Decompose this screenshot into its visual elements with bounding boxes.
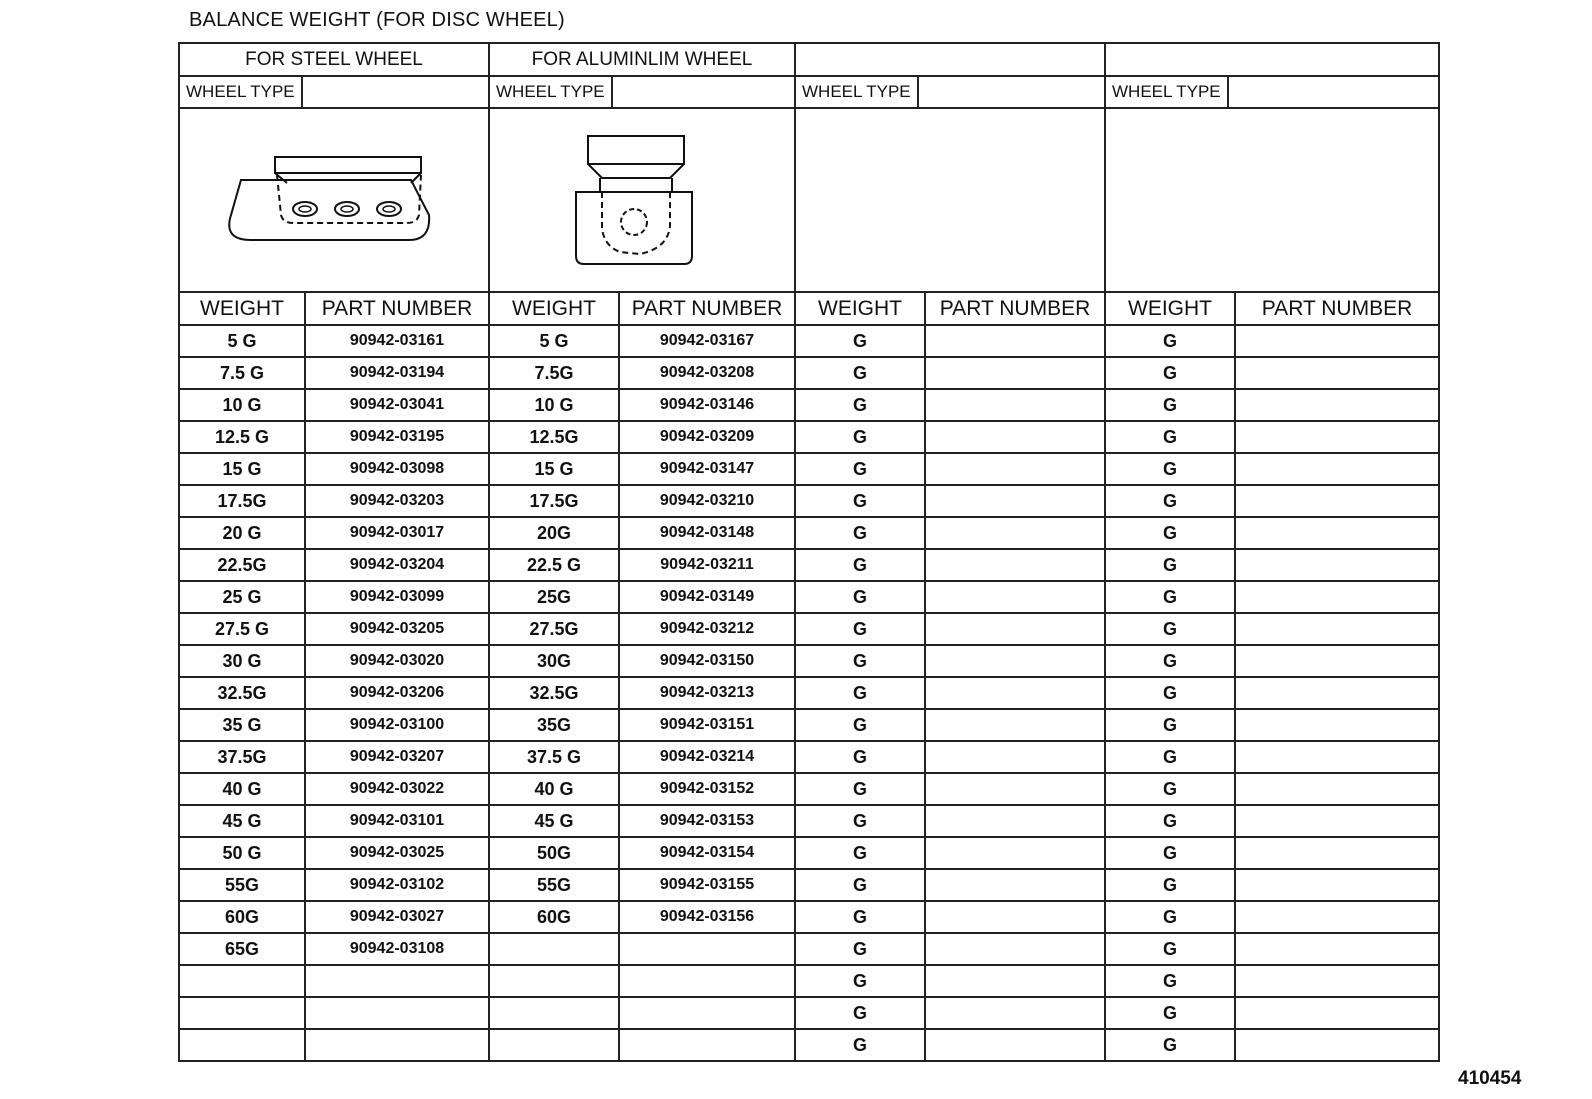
group3-weight-cell: G	[795, 645, 925, 677]
group4-part-number-cell	[1235, 773, 1439, 805]
aluminum-part-number-cell: 90942-03212	[619, 613, 795, 645]
group4-part-number-cell	[1235, 421, 1439, 453]
aluminum-part-number-cell: 90942-03214	[619, 741, 795, 773]
steel-weight-cell: 45 G	[179, 805, 305, 837]
group3-part-number-cell	[925, 901, 1105, 933]
group3-weight-cell: G	[795, 805, 925, 837]
aluminum-weight-cell	[489, 1029, 619, 1061]
group4-part-number-cell	[1235, 581, 1439, 613]
group3-weight-cell: G	[795, 613, 925, 645]
steel-part-number-cell: 90942-03108	[305, 933, 489, 965]
wheel-type-value	[303, 77, 488, 107]
steel-part-number-cell: 90942-03207	[305, 741, 489, 773]
group4-weight-cell: G	[1105, 453, 1235, 485]
table-row	[179, 933, 1439, 965]
group4-weight-cell: G	[1105, 837, 1235, 869]
aluminum-weight-cell	[489, 997, 619, 1029]
group3-weight-cell: G	[795, 997, 925, 1029]
group3-part-number-cell	[925, 997, 1105, 1029]
steel-weight-cell: 27.5 G	[179, 613, 305, 645]
group4-part-number-cell	[1235, 517, 1439, 549]
steel-wheel-heading: FOR STEEL WHEEL	[179, 43, 489, 76]
steel-weight-cell: 37.5G	[179, 741, 305, 773]
group4-part-number-cell	[1235, 741, 1439, 773]
group4-part-number-cell	[1235, 869, 1439, 901]
aluminum-weight-cell: 60G	[489, 901, 619, 933]
group4-weight-cell: G	[1105, 901, 1235, 933]
steel-part-number-cell: 90942-03195	[305, 421, 489, 453]
table-row	[179, 613, 1439, 645]
steel-part-number-cell: 90942-03017	[305, 517, 489, 549]
aluminum-weight-cell: 27.5G	[489, 613, 619, 645]
group3-weight-cell: G	[795, 869, 925, 901]
group3-part-number-cell	[925, 773, 1105, 805]
group4-part-number-cell	[1235, 1029, 1439, 1061]
steel-part-number-cell: 90942-03020	[305, 645, 489, 677]
steel-part-number-cell: 90942-03098	[305, 453, 489, 485]
steel-weight-cell: 20 G	[179, 517, 305, 549]
group3-part-number-cell	[925, 741, 1105, 773]
aluminum-part-number-cell: 90942-03150	[619, 645, 795, 677]
group4-part-number-cell	[1235, 965, 1439, 997]
steel-weight-cell: 55G	[179, 869, 305, 901]
aluminum-part-number-cell: 90942-03213	[619, 677, 795, 709]
aluminum-weight-cell: 37.5 G	[489, 741, 619, 773]
steel-weight-cell: 35 G	[179, 709, 305, 741]
group4-part-number-cell	[1235, 805, 1439, 837]
aluminum-part-number-cell: 90942-03149	[619, 581, 795, 613]
group3-weight-header: WEIGHT	[795, 292, 925, 325]
group3-part-number-header: PART NUMBER	[925, 292, 1105, 325]
aluminum-weight-cell: 20G	[489, 517, 619, 549]
group3-part-number-cell	[925, 965, 1105, 997]
aluminum-part-number-cell: 90942-03167	[619, 325, 795, 357]
group3-part-number-cell	[925, 805, 1105, 837]
group3-weight-cell: G	[795, 389, 925, 421]
group3-heading	[795, 43, 1105, 76]
group4-wheel-type-cell	[1105, 76, 1439, 108]
group3-weight-cell: G	[795, 453, 925, 485]
group4-part-number-cell	[1235, 389, 1439, 421]
aluminum-weight-cell	[489, 933, 619, 965]
group3-weight-cell: G	[795, 677, 925, 709]
steel-part-number-cell: 90942-03161	[305, 325, 489, 357]
group3-weight-cell: G	[795, 741, 925, 773]
group3-weight-cell: G	[795, 773, 925, 805]
aluminum-wheel-type-cell	[489, 76, 795, 108]
aluminum-balance-weight-drawing	[572, 130, 712, 270]
wheel-type-label: WHEEL TYPE	[796, 77, 919, 107]
steel-part-number-cell	[305, 997, 489, 1029]
group3-part-number-cell	[925, 869, 1105, 901]
aluminum-weight-header: WEIGHT	[489, 292, 619, 325]
steel-part-number-cell: 90942-03102	[305, 869, 489, 901]
group4-weight-cell: G	[1105, 677, 1235, 709]
aluminum-part-number-cell: 90942-03152	[619, 773, 795, 805]
group4-part-number-header: PART NUMBER	[1235, 292, 1439, 325]
group3-weight-cell: G	[795, 1029, 925, 1061]
steel-part-number-cell: 90942-03027	[305, 901, 489, 933]
steel-weight-cell: 10 G	[179, 389, 305, 421]
table-row	[179, 357, 1439, 389]
group4-part-number-cell	[1235, 613, 1439, 645]
group4-weight-cell: G	[1105, 517, 1235, 549]
group4-weight-header: WEIGHT	[1105, 292, 1235, 325]
aluminum-weight-cell: 35G	[489, 709, 619, 741]
steel-part-number-cell: 90942-03099	[305, 581, 489, 613]
group4-weight-cell: G	[1105, 709, 1235, 741]
aluminum-weight-cell: 15 G	[489, 453, 619, 485]
group3-weight-cell: G	[795, 581, 925, 613]
aluminum-part-number-cell: 90942-03148	[619, 517, 795, 549]
table-row	[179, 869, 1439, 901]
group4-part-number-cell	[1235, 549, 1439, 581]
group4-part-number-cell	[1235, 901, 1439, 933]
steel-part-number-cell: 90942-03206	[305, 677, 489, 709]
group4-weight-cell: G	[1105, 549, 1235, 581]
group4-weight-cell: G	[1105, 965, 1235, 997]
document-number: 410454	[1458, 1068, 1522, 1089]
aluminum-weight-cell: 30G	[489, 645, 619, 677]
steel-part-number-cell: 90942-03194	[305, 357, 489, 389]
group4-part-number-cell	[1235, 645, 1439, 677]
aluminum-part-number-cell: 90942-03146	[619, 389, 795, 421]
group4-part-number-cell	[1235, 453, 1439, 485]
table-row	[179, 837, 1439, 869]
aluminum-weight-cell: 12.5G	[489, 421, 619, 453]
group4-weight-cell: G	[1105, 933, 1235, 965]
group3-part-number-cell	[925, 837, 1105, 869]
wheel-type-value	[613, 77, 794, 107]
group4-part-number-cell	[1235, 837, 1439, 869]
group4-part-number-cell	[1235, 325, 1439, 357]
group3-part-number-cell	[925, 421, 1105, 453]
aluminum-weight-cell	[489, 965, 619, 997]
aluminum-part-number-cell: 90942-03153	[619, 805, 795, 837]
aluminum-part-number-cell: 90942-03147	[619, 453, 795, 485]
steel-weight-drawing-cell	[179, 108, 489, 292]
group3-part-number-cell	[925, 933, 1105, 965]
aluminum-weight-cell: 32.5G	[489, 677, 619, 709]
group3-wheel-type-cell	[795, 76, 1105, 108]
group3-weight-cell: G	[795, 421, 925, 453]
steel-weight-cell: 50 G	[179, 837, 305, 869]
table-row	[179, 901, 1439, 933]
group3-part-number-cell	[925, 357, 1105, 389]
group4-weight-cell: G	[1105, 485, 1235, 517]
group4-part-number-cell	[1235, 709, 1439, 741]
group4-weight-cell: G	[1105, 997, 1235, 1029]
group3-part-number-cell	[925, 1029, 1105, 1061]
group3-weight-cell: G	[795, 485, 925, 517]
aluminum-part-number-cell: 90942-03209	[619, 421, 795, 453]
group4-drawing-cell	[1105, 108, 1439, 292]
group3-part-number-cell	[925, 613, 1105, 645]
group3-part-number-cell	[925, 389, 1105, 421]
steel-part-number-cell	[305, 965, 489, 997]
table-body	[179, 325, 1439, 1061]
table-row	[179, 549, 1439, 581]
steel-weight-cell: 15 G	[179, 453, 305, 485]
table-row	[179, 485, 1439, 517]
group4-weight-cell: G	[1105, 773, 1235, 805]
steel-part-number-cell: 90942-03205	[305, 613, 489, 645]
group4-weight-cell: G	[1105, 1029, 1235, 1061]
aluminum-part-number-cell: 90942-03211	[619, 549, 795, 581]
table-row	[179, 741, 1439, 773]
table-row	[179, 645, 1439, 677]
steel-weight-cell	[179, 1029, 305, 1061]
group4-weight-cell: G	[1105, 805, 1235, 837]
group3-weight-cell: G	[795, 325, 925, 357]
table-row	[179, 421, 1439, 453]
group4-weight-cell: G	[1105, 581, 1235, 613]
group4-weight-cell: G	[1105, 645, 1235, 677]
steel-weight-cell: 32.5G	[179, 677, 305, 709]
table-row	[179, 805, 1439, 837]
group4-part-number-cell	[1235, 997, 1439, 1029]
table-row	[179, 997, 1439, 1029]
aluminum-weight-cell: 22.5 G	[489, 549, 619, 581]
group4-part-number-cell	[1235, 933, 1439, 965]
steel-balance-weight-drawing	[219, 145, 449, 255]
group3-weight-cell: G	[795, 837, 925, 869]
aluminum-part-number-cell: 90942-03210	[619, 485, 795, 517]
group4-weight-cell: G	[1105, 389, 1235, 421]
aluminum-weight-drawing-cell	[489, 108, 795, 292]
steel-part-number-cell: 90942-03101	[305, 805, 489, 837]
table-row	[179, 517, 1439, 549]
group3-weight-cell: G	[795, 901, 925, 933]
page-title: BALANCE WEIGHT (FOR DISC WHEEL)	[189, 9, 565, 31]
steel-part-number-cell: 90942-03203	[305, 485, 489, 517]
group3-weight-cell: G	[795, 517, 925, 549]
group3-part-number-cell	[925, 549, 1105, 581]
steel-weight-cell: 5 G	[179, 325, 305, 357]
group3-drawing-cell	[795, 108, 1105, 292]
steel-weight-cell: 60G	[179, 901, 305, 933]
steel-weight-cell	[179, 965, 305, 997]
steel-weight-cell: 22.5G	[179, 549, 305, 581]
steel-weight-cell: 7.5 G	[179, 357, 305, 389]
balance-weight-table	[178, 42, 1440, 1062]
aluminum-part-number-cell	[619, 933, 795, 965]
steel-part-number-cell: 90942-03022	[305, 773, 489, 805]
group4-weight-cell: G	[1105, 357, 1235, 389]
group4-weight-cell: G	[1105, 325, 1235, 357]
table-row	[179, 453, 1439, 485]
aluminum-weight-cell: 17.5G	[489, 485, 619, 517]
steel-part-number-cell: 90942-03025	[305, 837, 489, 869]
table-row	[179, 389, 1439, 421]
wheel-type-value	[919, 77, 1104, 107]
steel-weight-header: WEIGHT	[179, 292, 305, 325]
table-row	[179, 773, 1439, 805]
aluminum-part-number-cell: 90942-03151	[619, 709, 795, 741]
group3-part-number-cell	[925, 325, 1105, 357]
wheel-type-label: WHEEL TYPE	[180, 77, 303, 107]
group4-weight-cell: G	[1105, 421, 1235, 453]
steel-weight-cell	[179, 997, 305, 1029]
group3-part-number-cell	[925, 453, 1105, 485]
group4-part-number-cell	[1235, 357, 1439, 389]
aluminum-part-number-header: PART NUMBER	[619, 292, 795, 325]
group3-weight-cell: G	[795, 357, 925, 389]
steel-part-number-cell	[305, 1029, 489, 1061]
table-row	[179, 709, 1439, 741]
aluminum-wheel-heading: FOR ALUMINLIM WHEEL	[489, 43, 795, 76]
group3-weight-cell: G	[795, 933, 925, 965]
steel-weight-cell: 25 G	[179, 581, 305, 613]
group3-part-number-cell	[925, 677, 1105, 709]
table-row	[179, 581, 1439, 613]
aluminum-weight-cell: 40 G	[489, 773, 619, 805]
group3-part-number-cell	[925, 581, 1105, 613]
group4-part-number-cell	[1235, 485, 1439, 517]
steel-weight-cell: 30 G	[179, 645, 305, 677]
aluminum-weight-cell: 5 G	[489, 325, 619, 357]
group3-part-number-cell	[925, 485, 1105, 517]
group4-weight-cell: G	[1105, 741, 1235, 773]
table-row	[179, 325, 1439, 357]
steel-part-number-header: PART NUMBER	[305, 292, 489, 325]
group4-weight-cell: G	[1105, 613, 1235, 645]
steel-wheel-type-cell	[179, 76, 489, 108]
aluminum-part-number-cell: 90942-03154	[619, 837, 795, 869]
aluminum-part-number-cell: 90942-03156	[619, 901, 795, 933]
steel-weight-cell: 40 G	[179, 773, 305, 805]
table-row	[179, 1029, 1439, 1061]
aluminum-part-number-cell	[619, 965, 795, 997]
aluminum-weight-cell: 50G	[489, 837, 619, 869]
group4-heading	[1105, 43, 1439, 76]
aluminum-weight-cell: 25G	[489, 581, 619, 613]
aluminum-weight-cell: 7.5G	[489, 357, 619, 389]
aluminum-part-number-cell	[619, 1029, 795, 1061]
steel-part-number-cell: 90942-03100	[305, 709, 489, 741]
aluminum-weight-cell: 55G	[489, 869, 619, 901]
group3-part-number-cell	[925, 645, 1105, 677]
table-row	[179, 965, 1439, 997]
group3-weight-cell: G	[795, 709, 925, 741]
aluminum-part-number-cell: 90942-03208	[619, 357, 795, 389]
group3-weight-cell: G	[795, 549, 925, 581]
aluminum-part-number-cell: 90942-03155	[619, 869, 795, 901]
group3-part-number-cell	[925, 517, 1105, 549]
group4-part-number-cell	[1235, 677, 1439, 709]
steel-weight-cell: 65G	[179, 933, 305, 965]
steel-weight-cell: 17.5G	[179, 485, 305, 517]
table-row	[179, 677, 1439, 709]
steel-weight-cell: 12.5 G	[179, 421, 305, 453]
wheel-type-label: WHEEL TYPE	[1106, 77, 1229, 107]
aluminum-weight-cell: 45 G	[489, 805, 619, 837]
group4-weight-cell: G	[1105, 869, 1235, 901]
aluminum-weight-cell: 10 G	[489, 389, 619, 421]
wheel-type-label: WHEEL TYPE	[490, 77, 613, 107]
wheel-type-value	[1229, 77, 1438, 107]
steel-part-number-cell: 90942-03204	[305, 549, 489, 581]
aluminum-part-number-cell	[619, 997, 795, 1029]
group3-weight-cell: G	[795, 965, 925, 997]
steel-part-number-cell: 90942-03041	[305, 389, 489, 421]
group3-part-number-cell	[925, 709, 1105, 741]
